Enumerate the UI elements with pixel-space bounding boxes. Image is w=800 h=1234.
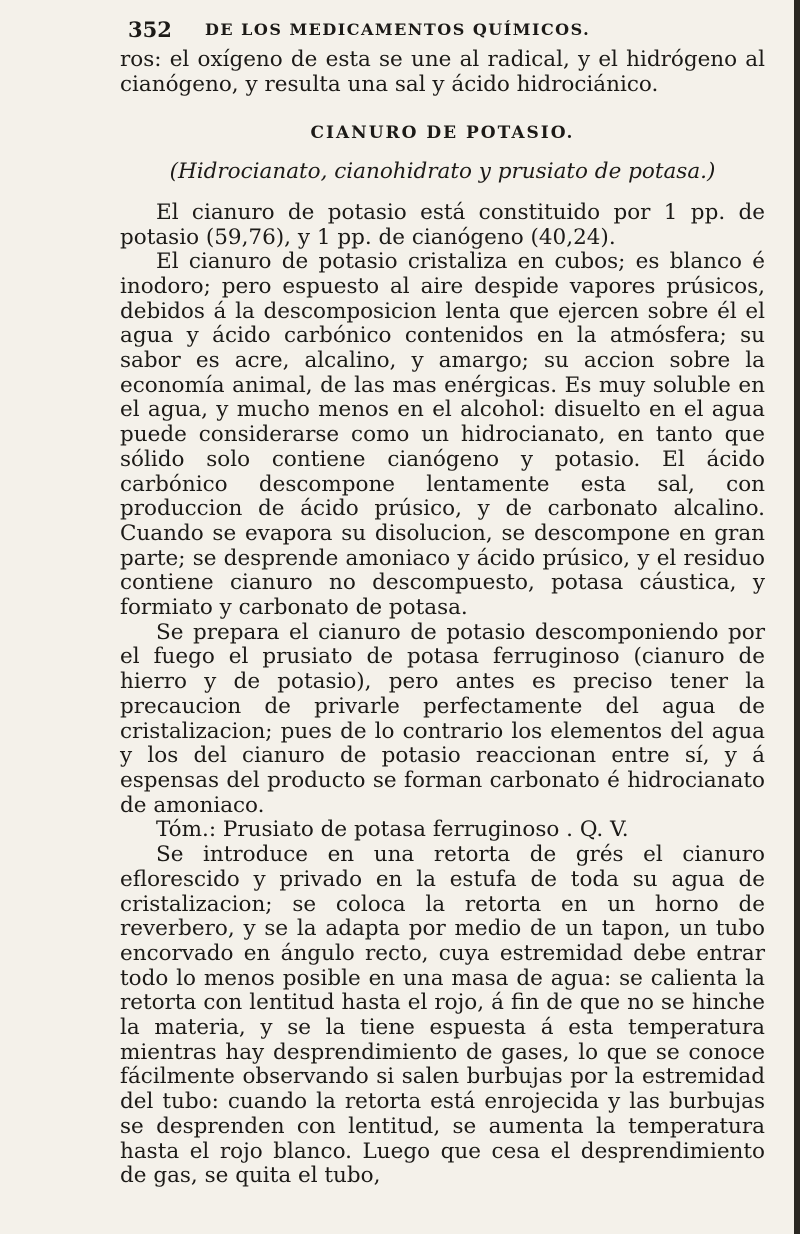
running-head: DE LOS MEDICAMENTOS QUÍMICOS. <box>205 20 591 39</box>
paragraph-composition: El cianuro de potasio está constituido por 1 pp. de potasio (59,76), y 1 pp. de cianógeno (40,24). <box>120 199 765 250</box>
body-text <box>120 48 765 1189</box>
page-header <box>128 17 728 49</box>
paragraph-continuation: ros: el oxígeno de esta se une al radical, y el hidrógeno al cianógeno, y resulta una sal y ácido hidrociánico. <box>120 47 765 97</box>
section-title: CIANURO DE POTASIO. <box>310 123 575 144</box>
paragraph-properties: El cianuro de potasio cristaliza en cubos; es blanco é inodoro; pero espuesto al aire despide vapores prúsicos, debidos á la descomposicion lenta que ejercen sobre él el agua y ácido carbónico contenidos en la atmósfera; su sabor es acre, alcalino, y amargo; su accion sobre la economía animal, de las mas enérgicas. Es muy soluble en el agua, y mucho menos en el alcohol: disuelto en el agua puede considerarse como un hidrocianato, en tanto que sólido solo contiene cianógeno y potasio. El ácido carbónico descompone lentamente esta sal, con produccion de ácido prúsico, y de carbonato alcalino. Cuando se evapora su disolucion, se descompone en gran parte; se desprende amoniaco y ácido prúsico, y el residuo contiene cianuro no descompuesto, potasa cáustica, y formiato y carbonato de potasa. <box>120 249 765 621</box>
section-subtitle: (Hidrocianato, cianohidrato y prusiato de potasa.) <box>169 159 716 185</box>
page-number: 352 <box>128 17 172 42</box>
page-edge <box>794 0 800 1234</box>
paragraph-procedure: Se introduce en una retorta de grés el cianuro eflorescido y privado en la estufa de toda su agua de cristalizacion; se coloca la retorta en un horno de reverbero, y se la adapta por medio de un tapon, un tubo encorvado en ángulo recto, cuya estremidad debe entrar todo lo menos posible en una masa de agua: se calienta la retorta con lentitud hasta el rojo, á fin de que no se hinche la materia, y se la tiene espuesta á esta temperatura mientras hay desprendimiento de gases, lo que se conoce fácilmente observando si salen burbujas por la estremidad del tubo: cuando la retorta está enrojecida y las burbujas se desprenden con lentitud, se aumenta la temperatura hasta el rojo blanco. Luego que cesa el desprendimiento de gas, se quita el tubo, <box>120 842 765 1189</box>
paragraph-recipe: Tóm.: Prusiato de potasa ferruginoso . Q. V. <box>156 817 629 843</box>
paragraph-preparation: Se prepara el cianuro de potasio descomponiendo por el fuego el prusiato de potasa ferruginoso (cianuro de hierro y de potasio), pero antes es preciso tener la precaucion de privarle perfectamente del agua de cristalizacion; pues de lo contrario los elementos del agua y los del cianuro de potasio reaccionan entre sí, y á espensas del producto se forman carbonato é hidrocianato de amoniaco. <box>120 619 765 818</box>
